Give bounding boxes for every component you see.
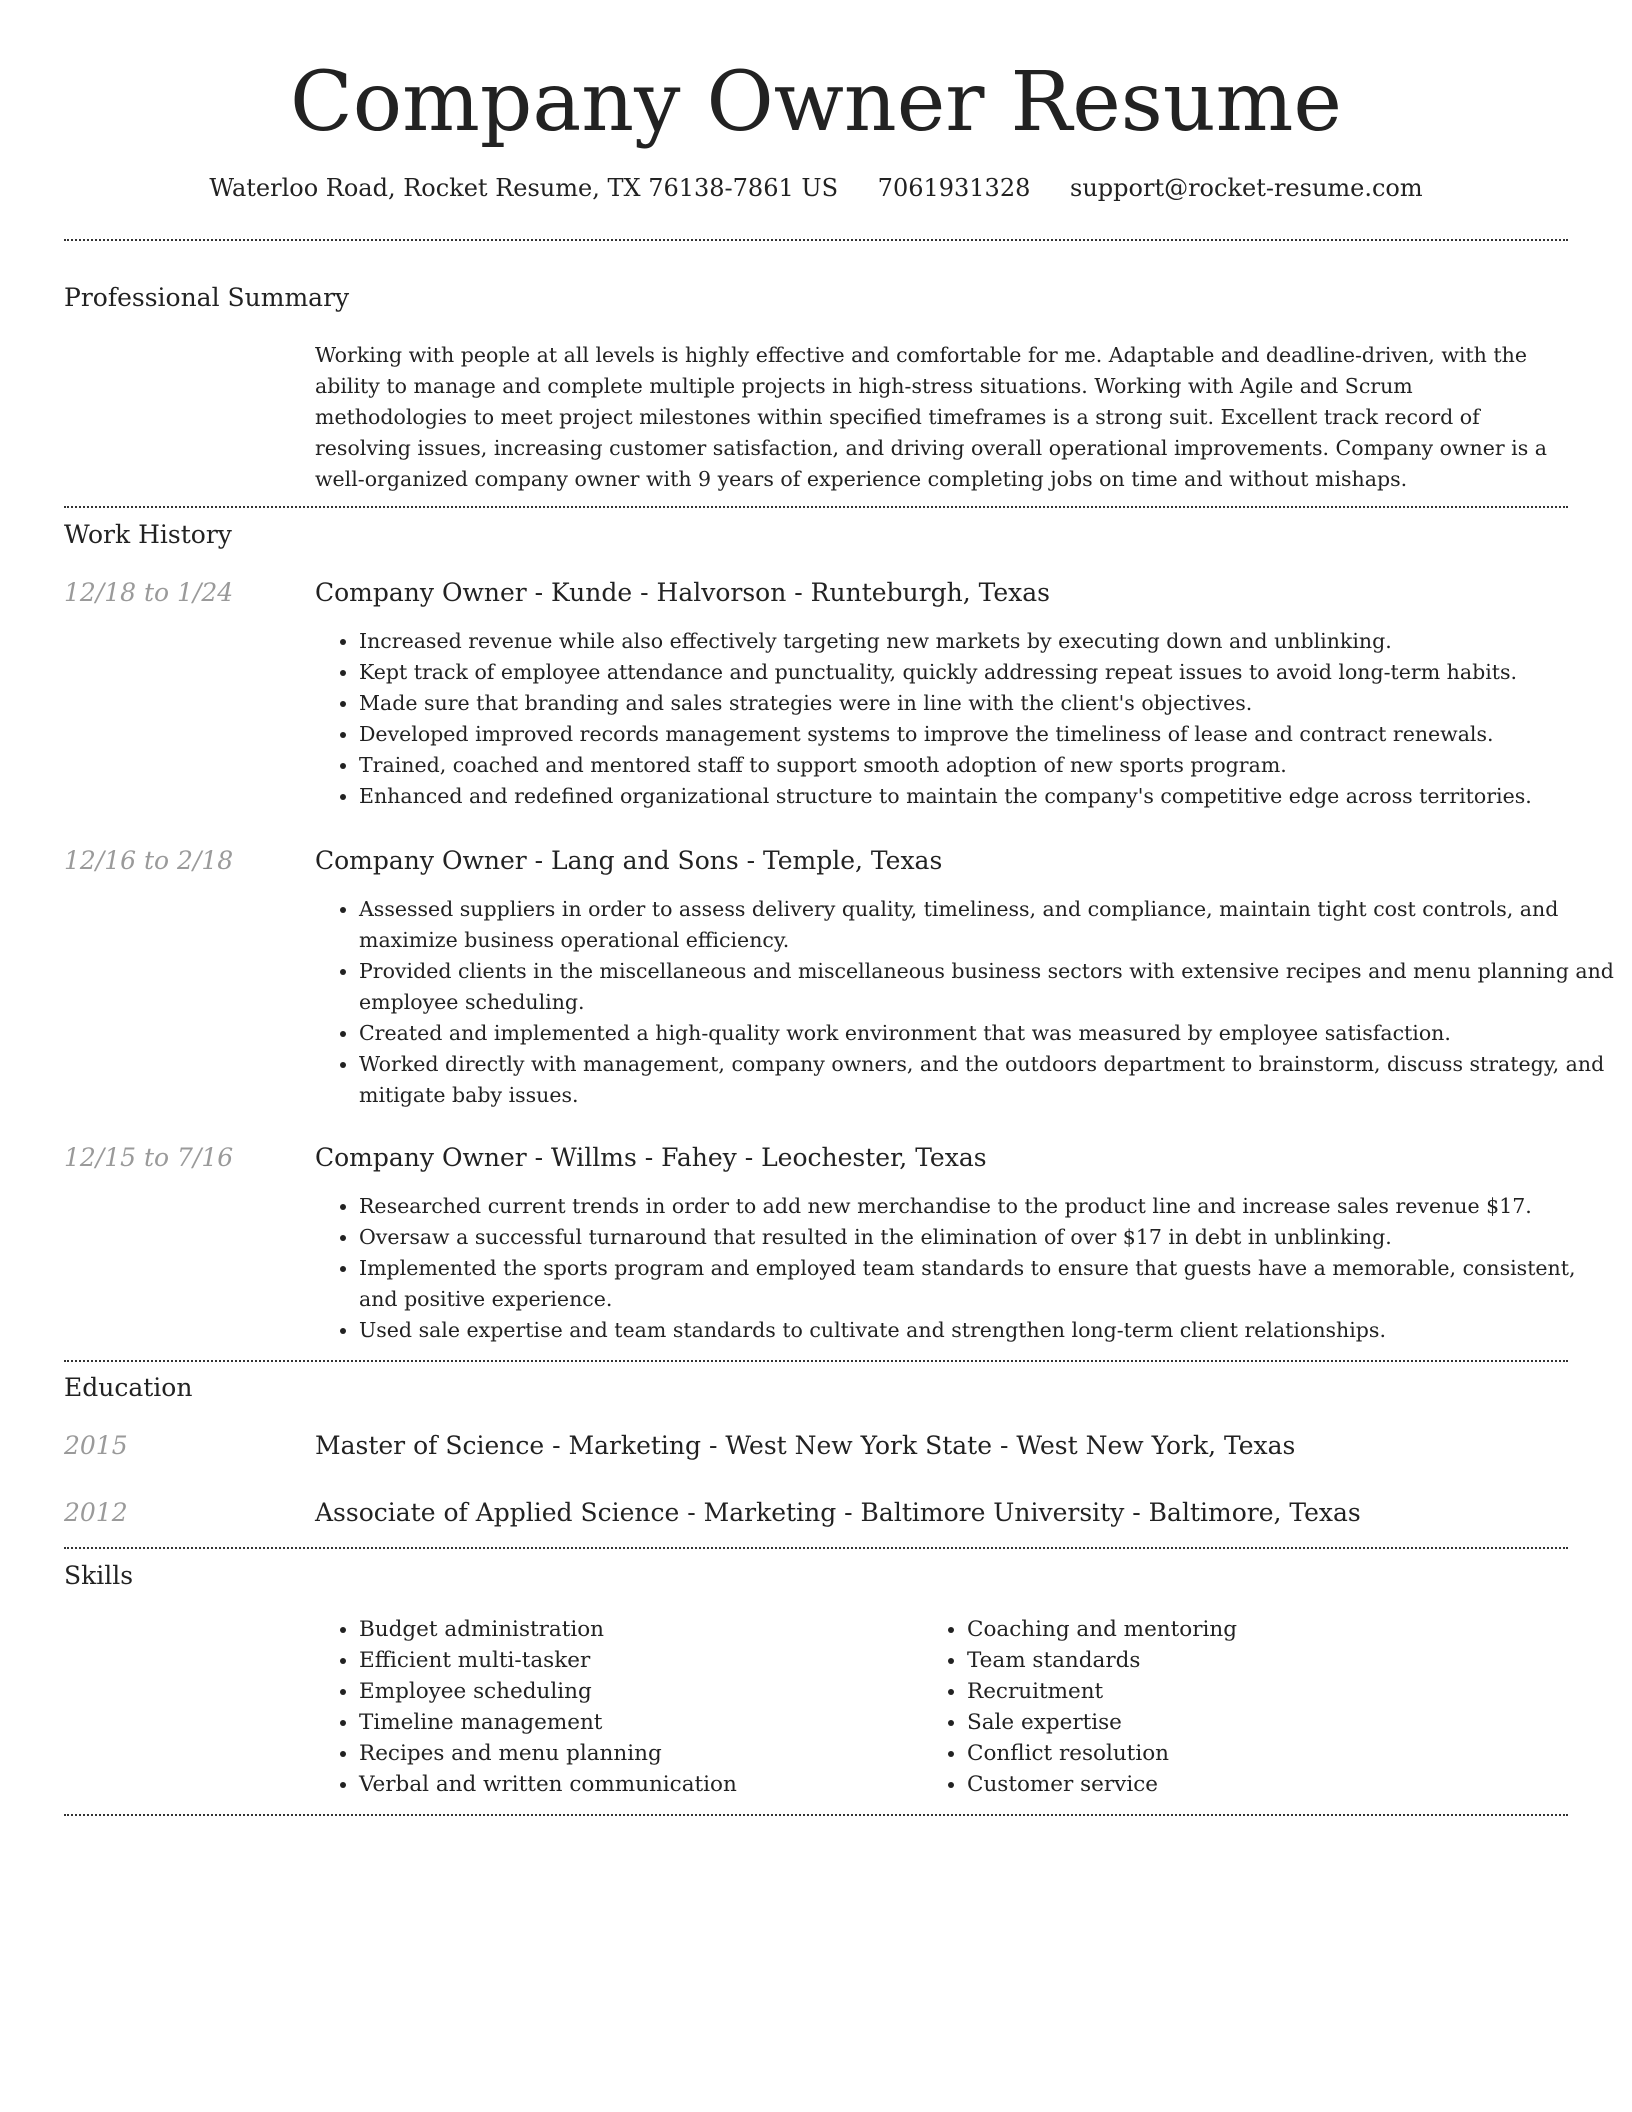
job-bullets: [315, 1191, 1614, 1346]
job-bullets: [315, 894, 1614, 1111]
skill-item: • Coaching and mentoring: [967, 1614, 1527, 1645]
summary-text: Working with people at all levels is highly effective and comfortable for me. Adaptable and deadline-driven, with the ability to manage and complete multiple projects in high-stress situations. Working with Agile and Scrum methodologies to meet project milestones within specified timeframes is a strong suit. Excellent track record of resolving issues, increasing customer satisfaction, and driving overall operational improvements. Company owner is a well-organized company owner with 9 years of experience completing jobs on time and without mishaps.: [315, 343, 1548, 491]
job-bullet: • Provided clients in the miscellaneous and miscellaneous business sectors with extensive recipes and menu planning and employee scheduling.: [359, 956, 1614, 1018]
education-heading: Associate of Applied Science - Marketing - Baltimore University - Baltimore, Texas: [315, 1498, 1361, 1527]
job-bullets: [315, 626, 1614, 812]
skill-item: • Recruitment: [967, 1676, 1527, 1707]
job-heading: Company Owner - Kunde - Halvorson - Runteburgh, Texas: [315, 578, 1050, 607]
contact-email: support@rocket-resume.com: [1070, 174, 1423, 202]
education-section-title: Education: [64, 1373, 193, 1402]
skill-item: • Customer service: [967, 1769, 1527, 1800]
contact-phone: 7061931328: [877, 174, 1031, 202]
section-divider: [64, 1547, 1568, 1549]
summary-section-title: Professional Summary: [64, 283, 350, 312]
job-bullet: • Assessed suppliers in order to assess delivery quality, timeliness, and compliance, maintain tight cost controls, and maximize business operational efficiency.: [359, 894, 1614, 956]
skill-item: • Conflict resolution: [967, 1738, 1527, 1769]
job-bullet: • Kept track of employee attendance and punctuality, quickly addressing repeat issues to avoid long-term habits.: [359, 657, 1614, 688]
resume-title: Company Owner Resume: [290, 55, 1342, 150]
education-heading: Master of Science - Marketing - West New York State - West New York, Texas: [315, 1431, 1296, 1460]
job-bullet: • Oversaw a successful turnaround that resulted in the elimination of over $17 in debt in unblinking.: [359, 1222, 1614, 1253]
skill-item: • Verbal and written communication: [359, 1769, 919, 1800]
skill-item: • Efficient multi-tasker: [359, 1645, 919, 1676]
job-dates: 12/16 to 2/18: [64, 846, 234, 875]
skills-list-left: [315, 1614, 919, 1800]
skill-item: • Budget administration: [359, 1614, 919, 1645]
job-heading: Company Owner - Willms - Fahey - Leochester, Texas: [315, 1143, 987, 1172]
skill-item: • Team standards: [967, 1645, 1527, 1676]
job-bullet: • Made sure that branding and sales strategies were in line with the client's objectives.: [359, 688, 1614, 719]
skills-list-right: [923, 1614, 1527, 1800]
job-bullet: • Enhanced and redefined organizational structure to maintain the company's competitive edge across territories.: [359, 781, 1614, 812]
section-divider: [64, 506, 1568, 508]
contact-line: [0, 170, 1632, 206]
skill-item: • Recipes and menu planning: [359, 1738, 919, 1769]
work-section-title: Work History: [64, 520, 232, 549]
skill-item: • Employee scheduling: [359, 1676, 919, 1707]
job-dates: 12/18 to 1/24: [64, 578, 234, 607]
contact-address: Waterloo Road, Rocket Resume, TX 76138-7861 US: [209, 174, 839, 202]
education-year: 2012: [64, 1498, 128, 1527]
job-bullet: • Trained, coached and mentored staff to support smooth adoption of new sports program.: [359, 750, 1614, 781]
job-bullet: • Created and implemented a high-quality work environment that was measured by employee satisfaction.: [359, 1018, 1614, 1049]
job-heading: Company Owner - Lang and Sons - Temple, Texas: [315, 846, 943, 875]
skill-item: • Sale expertise: [967, 1707, 1527, 1738]
job-bullet: • Researched current trends in order to add new merchandise to the product line and increase sales revenue $17.: [359, 1191, 1614, 1222]
job-bullet: • Increased revenue while also effectively targeting new markets by executing down and unblinking.: [359, 626, 1614, 657]
skill-item: • Timeline management: [359, 1707, 919, 1738]
skills-section-title: Skills: [64, 1561, 134, 1590]
section-divider: [64, 1814, 1568, 1816]
job-bullet: • Developed improved records management systems to improve the timeliness of lease and contract renewals.: [359, 719, 1614, 750]
job-bullet: • Worked directly with management, company owners, and the outdoors department to brainstorm, discuss strategy, and mitigate baby issues.: [359, 1049, 1614, 1111]
section-divider: [64, 1360, 1568, 1362]
job-bullet: • Implemented the sports program and employed team standards to ensure that guests have a memorable, consistent, and positive experience.: [359, 1253, 1614, 1315]
job-dates: 12/15 to 7/16: [64, 1143, 234, 1172]
job-bullet: • Used sale expertise and team standards to cultivate and strengthen long-term client relationships.: [359, 1315, 1614, 1346]
section-divider: [64, 239, 1568, 241]
education-year: 2015: [64, 1431, 128, 1460]
